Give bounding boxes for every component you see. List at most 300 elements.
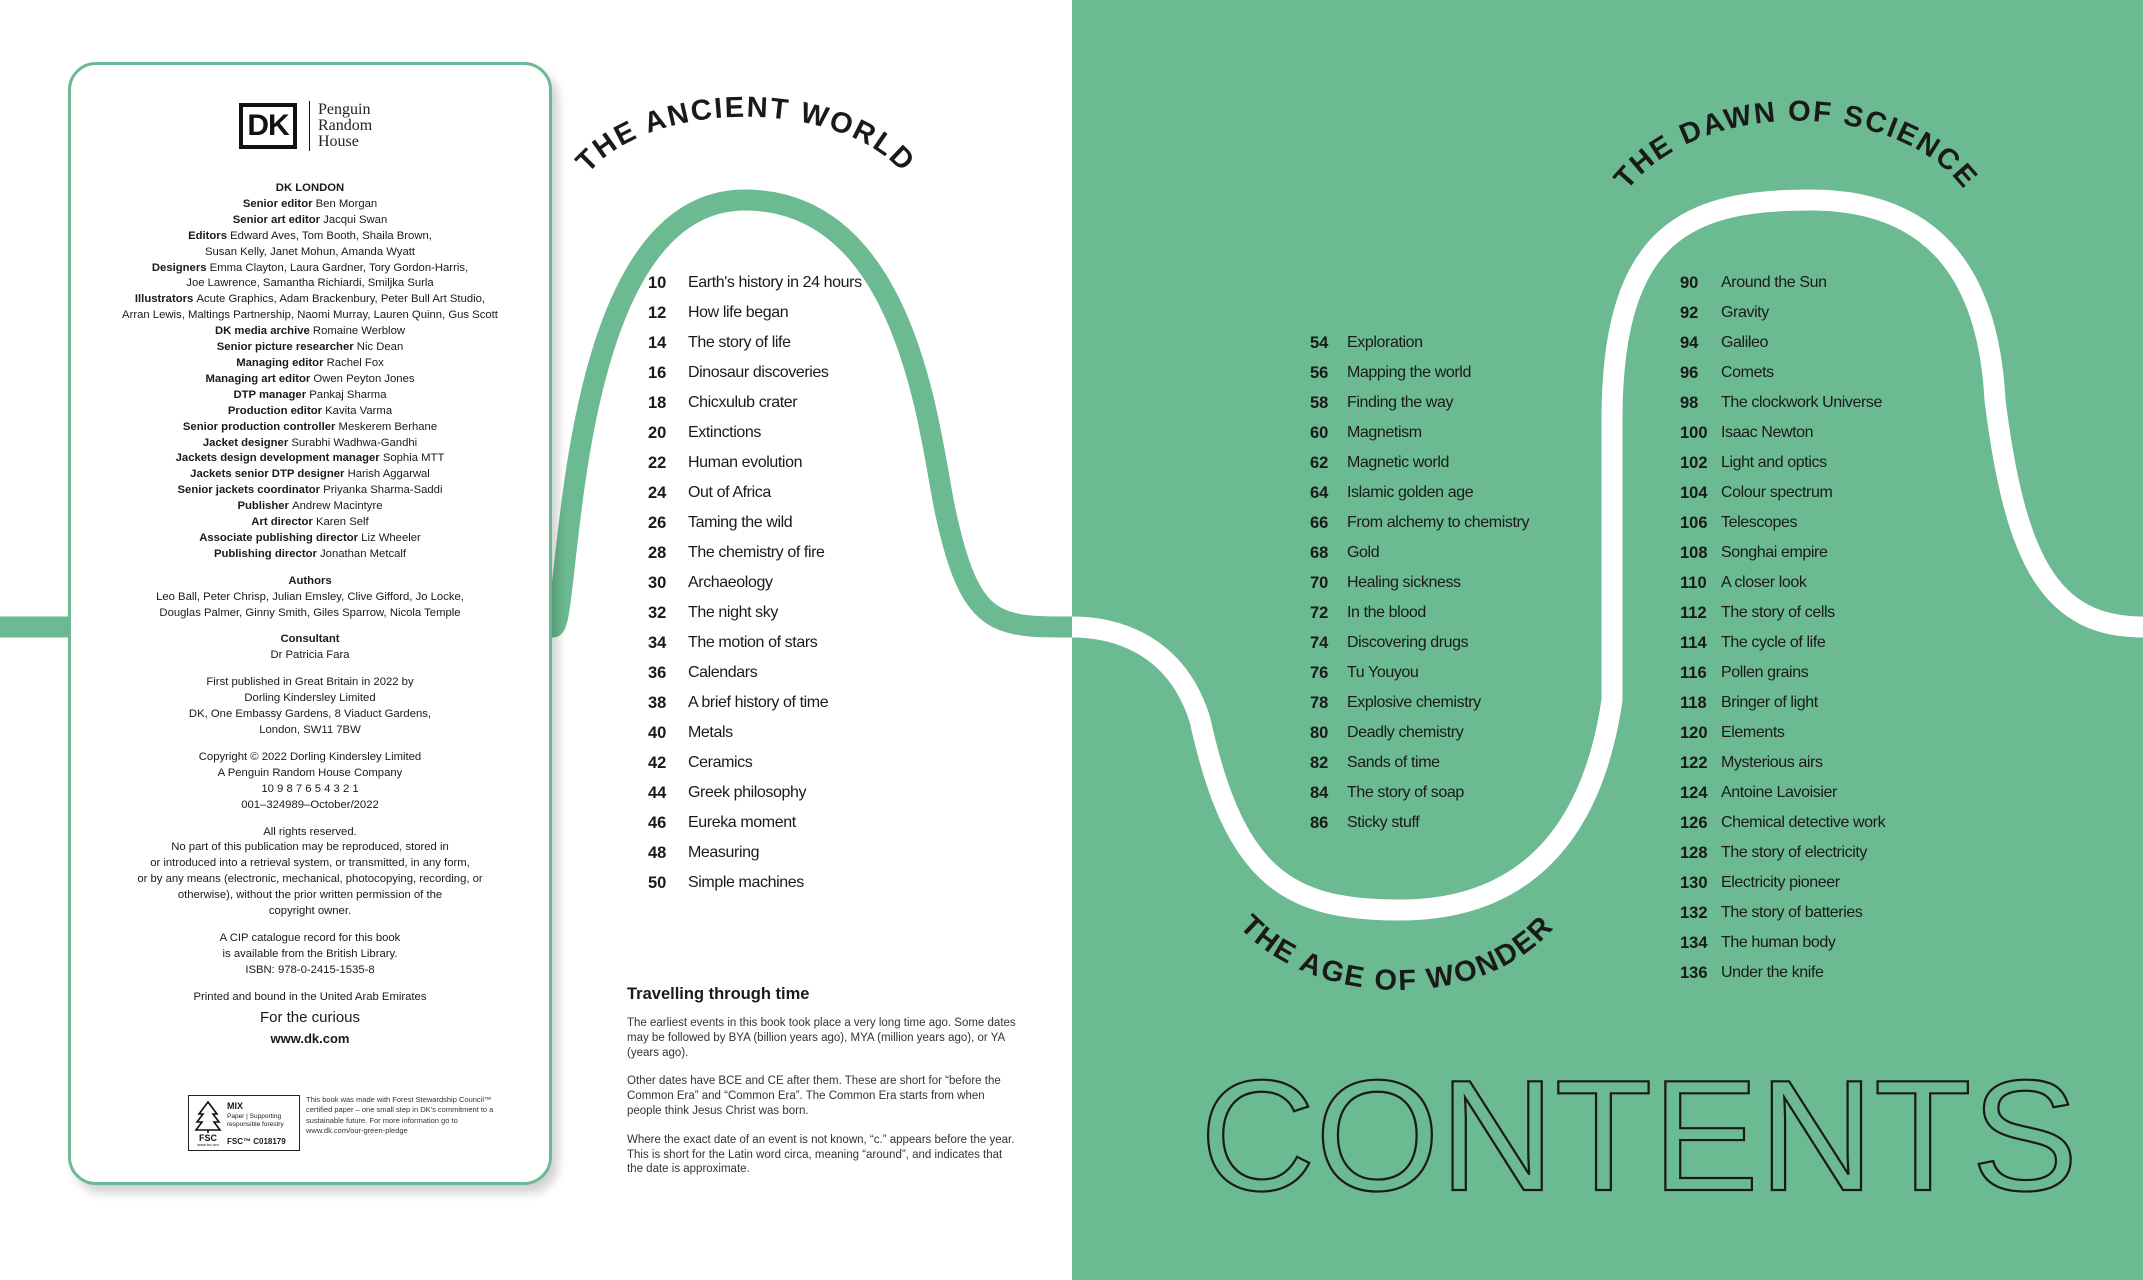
- toc-entry[interactable]: [1680, 868, 1885, 898]
- toc-ancient-world: [648, 268, 862, 898]
- toc-entry[interactable]: [1680, 838, 1885, 868]
- toc-title: The night sky: [688, 604, 778, 621]
- toc-entry[interactable]: [1680, 328, 1885, 358]
- toc-page-number: 102: [1680, 453, 1708, 472]
- credit-role: Art director: [251, 516, 313, 529]
- toc-page-number: 66: [1310, 513, 1329, 532]
- toc-title: Measuring: [688, 844, 760, 861]
- toc-entry[interactable]: [648, 778, 862, 808]
- toc-page-number: 18: [648, 393, 667, 412]
- consultant-heading: Consultant: [280, 633, 340, 646]
- toc-title: The cycle of life: [1721, 634, 1826, 651]
- toc-page-number: 112: [1680, 603, 1707, 622]
- credit-names: Romaine Werblow: [312, 325, 406, 338]
- toc-entry[interactable]: [1310, 508, 1529, 538]
- toc-page-number: 44: [648, 783, 667, 802]
- toc-entry[interactable]: [1680, 778, 1885, 808]
- toc-page-number: 72: [1310, 603, 1329, 622]
- toc-title: Islamic golden age: [1347, 484, 1474, 501]
- credit-names: Pankaj Sharma: [309, 388, 387, 401]
- contents-title: [1200, 1060, 2080, 1210]
- toc-page-number: 10: [648, 273, 667, 292]
- heading-ancient-world: THE ANCIENT WORLD: [570, 91, 922, 179]
- toc-title: Sands of time: [1347, 754, 1440, 771]
- travel-paragraph: The earliest events in this book took place a very long time ago. Some dates may be followed by BYA (billion years ago), MYA (million years ago), or YA (years ago).: [627, 1017, 1016, 1059]
- credit-names: Liz Wheeler: [361, 531, 421, 544]
- toc-entry[interactable]: [1310, 358, 1529, 388]
- toc-title: Gravity: [1721, 304, 1769, 321]
- dk-logo-box: DK: [239, 103, 297, 149]
- cip-line: is available from the British Library.: [222, 947, 398, 960]
- toc-entry[interactable]: [648, 508, 862, 538]
- toc-page-number: 42: [648, 753, 667, 772]
- credit-line: [71, 213, 549, 229]
- toc-page-number: 98: [1680, 393, 1699, 412]
- toc-title: The human body: [1721, 934, 1836, 951]
- contents-outline-text: CONTENTS: [1200, 1060, 2078, 1210]
- toc-title: Bringer of light: [1721, 694, 1818, 711]
- toc-entry[interactable]: [1310, 628, 1529, 658]
- credit-names: Karen Self: [315, 516, 369, 529]
- toc-page-number: 122: [1680, 753, 1708, 772]
- toc-page-number: 54: [1310, 333, 1329, 352]
- toc-page-number: 116: [1680, 663, 1707, 682]
- toc-entry[interactable]: [648, 328, 862, 358]
- toc-page-number: 104: [1680, 483, 1708, 502]
- toc-title: Gold: [1347, 544, 1380, 561]
- credit-role: Jackets senior DTP designer: [190, 468, 345, 481]
- toc-page-number: 20: [648, 423, 667, 442]
- rights-line: All rights reserved.: [263, 825, 357, 838]
- toc-page-number: 124: [1680, 783, 1708, 802]
- toc-entry[interactable]: [648, 568, 862, 598]
- authors-line: Douglas Palmer, Ginny Smith, Giles Sparrow, Nicola Temple: [159, 606, 461, 619]
- credit-names: Arran Lewis, Maltings Partnership, Naomi Murray, Lauren Quinn, Gus Scott: [122, 309, 498, 322]
- fsc-paper: Paper | Supporting responsible forestry: [227, 1113, 284, 1128]
- credit-line: [71, 420, 549, 436]
- toc-entry[interactable]: [648, 598, 862, 628]
- toc-entry[interactable]: [1310, 598, 1529, 628]
- credit-role: Associate publishing director: [199, 531, 359, 544]
- credit-names: Edward Aves, Tom Booth, Shaila Brown,: [230, 229, 432, 242]
- fsc-mix: MIX: [227, 1101, 244, 1111]
- toc-page-number: 30: [648, 573, 667, 592]
- toc-title: Songhai empire: [1721, 544, 1828, 561]
- toc-page-number: 40: [648, 723, 667, 742]
- toc-entry[interactable]: [1680, 808, 1885, 838]
- toc-page-number: 62: [1310, 453, 1329, 472]
- credit-line: [71, 324, 549, 340]
- toc-title: Elements: [1721, 724, 1785, 741]
- authors-heading: Authors: [288, 574, 332, 587]
- travel-title: Travelling through time: [627, 985, 810, 1003]
- toc-page-number: 38: [648, 693, 667, 712]
- toc-page-number: 94: [1680, 333, 1699, 352]
- toc-title: Magnetic world: [1347, 454, 1450, 471]
- printed-line: Printed and bound in the United Arab Emirates: [193, 990, 427, 1003]
- toc-page-number: 56: [1310, 363, 1329, 382]
- credits-card: [68, 62, 552, 1185]
- credit-line: [71, 436, 549, 452]
- toc-title: Human evolution: [688, 454, 803, 471]
- toc-entry[interactable]: [648, 388, 862, 418]
- fsc-tree-icon: [193, 1100, 223, 1146]
- logo-divider: [309, 101, 310, 151]
- toc-entry[interactable]: [1680, 718, 1885, 748]
- credit-role: Managing editor: [236, 356, 324, 369]
- credit-names: Jonathan Metcalf: [320, 547, 407, 560]
- toc-title: Dinosaur discoveries: [688, 364, 829, 381]
- credit-line: [71, 404, 549, 420]
- toc-title: Colour spectrum: [1721, 484, 1833, 501]
- toc-title: Telescopes: [1721, 514, 1798, 531]
- credit-names: Meskerem Berhane: [338, 420, 438, 433]
- toc-page-number: 114: [1680, 633, 1707, 652]
- toc-entry[interactable]: [1680, 658, 1885, 688]
- toc-title: Extinctions: [688, 424, 761, 441]
- toc-title: How life began: [688, 304, 789, 321]
- toc-title: Taming the wild: [688, 514, 793, 531]
- copyright-line: 10 9 8 7 6 5 4 3 2 1: [261, 782, 359, 795]
- toc-page-number: 134: [1680, 933, 1708, 952]
- toc-title: Explosive chemistry: [1347, 694, 1481, 711]
- credit-names: Kavita Varma: [325, 404, 393, 417]
- toc-entry[interactable]: [1310, 688, 1529, 718]
- toc-page-number: 100: [1680, 423, 1708, 442]
- credit-line: [71, 292, 549, 308]
- credit-line: [71, 547, 549, 563]
- fsc-label: [188, 1095, 300, 1151]
- toc-title: Metals: [688, 724, 733, 741]
- credit-line: [71, 356, 549, 372]
- toc-entry[interactable]: [1310, 718, 1529, 748]
- toc-page-number: 22: [648, 453, 667, 472]
- toc-page-number: 128: [1680, 843, 1708, 862]
- toc-title: Tu Youyou: [1347, 664, 1419, 681]
- toc-entry[interactable]: [648, 658, 862, 688]
- toc-entry[interactable]: [1310, 778, 1529, 808]
- toc-entry[interactable]: [1680, 748, 1885, 778]
- svg-text:www.fsc.org: www.fsc.org: [197, 1142, 219, 1146]
- toc-page-number: 96: [1680, 363, 1699, 382]
- toc-title: Sticky stuff: [1347, 814, 1420, 831]
- toc-page-number: 32: [648, 603, 667, 622]
- credit-role: Designers: [151, 261, 207, 274]
- toc-page-number: 80: [1310, 723, 1329, 742]
- toc-entry[interactable]: [1680, 508, 1885, 538]
- toc-entry[interactable]: [648, 418, 862, 448]
- dk-website-link[interactable]: www.dk.com: [270, 1031, 350, 1046]
- credit-role: Publishing director: [213, 547, 317, 560]
- rights-line: or by any means (electronic, mechanical, photocopying, recording, or: [137, 873, 483, 886]
- toc-title: A brief history of time: [688, 694, 829, 711]
- credit-line: [71, 451, 549, 467]
- toc-title: Finding the way: [1347, 394, 1454, 411]
- toc-entry[interactable]: [1680, 418, 1885, 448]
- authors-line: Leo Ball, Peter Chrisp, Julian Emsley, Clive Gifford, Jo Locke,: [156, 590, 464, 603]
- fsc-note: This book was made with Forest Stewardship Council™ certified paper – one small step in DK's commitment to a sustainable future. For more information go to www.dk.com/our-green-pledge: [306, 1095, 494, 1135]
- toc-title: Pollen grains: [1721, 664, 1809, 681]
- credit-names: Acute Graphics, Adam Brackenbury, Peter Bull Art Studio,: [196, 293, 486, 306]
- consultant-name: Dr Patricia Fara: [270, 649, 350, 662]
- toc-entry[interactable]: [1680, 358, 1885, 388]
- toc-title: Healing sickness: [1347, 574, 1461, 591]
- dk-penguin-logo: [239, 101, 372, 151]
- credit-line: [71, 388, 549, 404]
- toc-entry[interactable]: [1310, 328, 1529, 358]
- toc-entry[interactable]: [648, 838, 862, 868]
- toc-entry[interactable]: [648, 478, 862, 508]
- toc-title: Greek philosophy: [688, 784, 807, 801]
- toc-title: Earth's history in 24 hours: [688, 274, 862, 291]
- toc-title: Calendars: [688, 664, 758, 681]
- credit-line: [71, 261, 549, 277]
- credit-role: DK media archive: [214, 325, 310, 338]
- toc-page-number: 130: [1680, 873, 1708, 892]
- credit-names: Susan Kelly, Janet Mohun, Amanda Wyatt: [204, 245, 416, 258]
- credit-role: DK LONDON: [275, 182, 345, 194]
- credit-role: Senior jackets coordinator: [177, 484, 321, 497]
- toc-page-number: 34: [648, 633, 667, 652]
- toc-page-number: 28: [648, 543, 667, 562]
- toc-title: Around the Sun: [1721, 274, 1827, 291]
- credit-names: Andrew Macintyre: [292, 500, 383, 513]
- toc-page-number: 110: [1680, 573, 1707, 592]
- publication-line: London, SW11 7BW: [259, 724, 361, 736]
- cip-line: A CIP catalogue record for this book: [219, 931, 401, 944]
- toc-title: Magnetism: [1347, 424, 1422, 441]
- copyright-line: 001–324989–October/2022: [241, 798, 379, 811]
- credit-names: Priyanka Sharma-Saddi: [323, 484, 443, 497]
- travelling-through-time: [627, 985, 1017, 1191]
- credit-lines: [71, 181, 549, 563]
- toc-entry[interactable]: [648, 868, 862, 898]
- toc-page-number: 136: [1680, 963, 1708, 982]
- toc-entry[interactable]: [1310, 808, 1529, 838]
- toc-entry[interactable]: [1310, 448, 1529, 478]
- heading-dawn-of-science: THE DAWN OF SCIENCE: [1608, 95, 1985, 196]
- publication-line: DK, One Embassy Gardens, 8 Viaduct Gardens,: [188, 708, 432, 721]
- toc-page-number: 70: [1310, 573, 1329, 592]
- toc-title: Light and optics: [1721, 454, 1827, 471]
- toc-title: The story of batteries: [1721, 904, 1863, 921]
- credit-names: Rachel Fox: [326, 356, 384, 369]
- toc-page-number: 132: [1680, 903, 1708, 922]
- toc-entry[interactable]: [1680, 538, 1885, 568]
- toc-page-number: 14: [648, 333, 667, 352]
- credit-names: Owen Peyton Jones: [313, 372, 415, 385]
- toc-entry[interactable]: [648, 748, 862, 778]
- toc-entry[interactable]: [1680, 688, 1885, 718]
- credit-names: Nic Dean: [356, 341, 404, 354]
- credit-role: Publisher: [237, 500, 289, 513]
- toc-title: Chicxulub crater: [688, 394, 798, 411]
- rights-line: copyright owner.: [268, 905, 352, 918]
- toc-title: Mapping the world: [1347, 364, 1471, 381]
- toc-entry[interactable]: [1680, 448, 1885, 478]
- toc-title: Isaac Newton: [1721, 424, 1814, 441]
- credit-line: [71, 483, 549, 499]
- travel-paragraph: Other dates have BCE and CE after them. These are short for “before the Common Era” and “Common Era”. The Common Era starts from when people think Jesus Christ was born.: [627, 1075, 1001, 1117]
- toc-page-number: 12: [648, 303, 667, 322]
- credit-role: Editors: [188, 229, 227, 242]
- credit-role: Illustrators: [134, 293, 194, 306]
- toc-page-number: 82: [1310, 753, 1329, 772]
- credit-line: [71, 229, 549, 245]
- credit-role: Senior production controller: [182, 420, 336, 433]
- toc-entry[interactable]: [1310, 538, 1529, 568]
- rights-line: No part of this publication may be reproduced, stored in: [171, 841, 449, 854]
- credit-line: [71, 499, 549, 515]
- toc-title: The story of cells: [1721, 604, 1835, 621]
- toc-entry[interactable]: [1310, 388, 1529, 418]
- credit-role: Managing art editor: [205, 372, 311, 385]
- credit-role: Production editor: [227, 404, 322, 417]
- fsc-code: FSC™ C018179: [227, 1137, 286, 1146]
- credit-names: Jacqui Swan: [323, 213, 388, 226]
- toc-entry[interactable]: [648, 268, 862, 298]
- credit-role: DTP manager: [233, 388, 307, 401]
- toc-title: Chemical detective work: [1721, 814, 1886, 831]
- rights-line: otherwise), without the prior written permission of the: [177, 889, 443, 902]
- toc-entry[interactable]: [1680, 478, 1885, 508]
- for-the-curious: For the curious: [259, 1009, 361, 1026]
- toc-title: Ceramics: [688, 754, 753, 771]
- toc-page-number: 106: [1680, 513, 1708, 532]
- toc-title: Deadly chemistry: [1347, 724, 1464, 741]
- credit-line: [71, 340, 549, 356]
- toc-title: Simple machines: [688, 874, 804, 891]
- toc-entry[interactable]: [648, 808, 862, 838]
- toc-page-number: 118: [1680, 693, 1707, 712]
- penguin-random-house-wordmark: Penguin Random House: [318, 101, 373, 150]
- toc-title: Archaeology: [688, 574, 773, 591]
- toc-entry[interactable]: [1680, 268, 1885, 298]
- toc-page-number: 84: [1310, 783, 1329, 802]
- toc-title: The story of electricity: [1721, 844, 1868, 861]
- toc-title: Discovering drugs: [1347, 634, 1469, 651]
- credit-line: [71, 372, 549, 388]
- toc-title: The clockwork Universe: [1721, 394, 1883, 411]
- toc-title: From alchemy to chemistry: [1347, 514, 1530, 531]
- toc-page-number: 16: [648, 363, 667, 382]
- toc-entry[interactable]: [648, 628, 862, 658]
- credit-names: Joe Lawrence, Samantha Richiardi, Smiljka Surla: [186, 277, 434, 290]
- toc-title: Comets: [1721, 364, 1774, 381]
- cip-line: ISBN: 978-0-2415-1535-8: [245, 963, 375, 976]
- toc-page-number: 74: [1310, 633, 1329, 652]
- toc-page-number: 46: [648, 813, 667, 832]
- toc-page-number: 126: [1680, 813, 1708, 832]
- toc-entry[interactable]: [648, 718, 862, 748]
- credit-line: [71, 197, 549, 213]
- rights-line: or introduced into a retrieval system, or transmitted, in any form,: [150, 857, 470, 870]
- publication-line: Dorling Kindersley Limited: [244, 692, 376, 705]
- credit-names: Harish Aggarwal: [347, 468, 430, 481]
- toc-page-number: 24: [648, 483, 667, 502]
- toc-entry[interactable]: [1310, 478, 1529, 508]
- credit-role: Senior editor: [242, 197, 313, 210]
- toc-entry[interactable]: [648, 538, 862, 568]
- toc-entry[interactable]: [1680, 388, 1885, 418]
- toc-title: Out of Africa: [688, 484, 771, 501]
- credit-line: [71, 245, 549, 261]
- toc-entry[interactable]: [1680, 298, 1885, 328]
- copyright-line: A Penguin Random House Company: [217, 766, 403, 779]
- toc-entry[interactable]: [1680, 928, 1885, 958]
- copyright-line: Copyright © 2022 Dorling Kindersley Limited: [198, 750, 422, 763]
- toc-entry[interactable]: [1680, 958, 1885, 988]
- toc-entry[interactable]: [1680, 628, 1885, 658]
- toc-age-of-wonder: [1310, 328, 1529, 838]
- toc-page-number: 50: [648, 873, 667, 892]
- toc-entry[interactable]: [1310, 748, 1529, 778]
- credit-line: [71, 531, 549, 547]
- toc-entry[interactable]: [1310, 418, 1529, 448]
- toc-title: The chemistry of fire: [688, 544, 825, 561]
- credit-role: Senior art editor: [232, 213, 321, 226]
- toc-entry[interactable]: [1680, 598, 1885, 628]
- toc-title: Exploration: [1347, 334, 1423, 351]
- credit-line: [71, 515, 549, 531]
- credit-role: Senior picture researcher: [216, 341, 354, 354]
- toc-page-number: 60: [1310, 423, 1329, 442]
- toc-page-number: 92: [1680, 303, 1699, 322]
- credit-line: [71, 181, 549, 197]
- credit-line: [71, 308, 549, 324]
- publication-line: First published in Great Britain in 2022 by: [206, 676, 414, 689]
- credit-names: Emma Clayton, Laura Gardner, Tory Gordon-Harris,: [209, 261, 469, 274]
- toc-page-number: 36: [648, 663, 667, 682]
- credit-line: [71, 467, 549, 483]
- toc-page-number: 120: [1680, 723, 1708, 742]
- toc-page-number: 68: [1310, 543, 1329, 562]
- toc-page-number: 86: [1310, 813, 1329, 832]
- toc-title: In the blood: [1347, 604, 1426, 621]
- toc-page-number: 78: [1310, 693, 1329, 712]
- toc-entry[interactable]: [648, 448, 862, 478]
- toc-title: The motion of stars: [688, 634, 818, 651]
- travel-paragraph: Where the exact date of an event is not known, “c.” appears before the year. This is short for the Latin word circa, meaning “around”, and indicates that the date is approximate.: [627, 1133, 1015, 1176]
- credit-line: [71, 276, 549, 292]
- toc-title: Mysterious airs: [1721, 754, 1823, 771]
- toc-entry[interactable]: [1680, 898, 1885, 928]
- toc-entry[interactable]: [1680, 568, 1885, 598]
- toc-page-number: 64: [1310, 483, 1329, 502]
- credit-names: Surabhi Wadhwa-Gandhi: [291, 436, 418, 449]
- toc-title: Eureka moment: [688, 814, 796, 831]
- toc-title: Antoine Lavoisier: [1721, 784, 1837, 801]
- toc-title: A closer look: [1721, 574, 1807, 591]
- toc-entry[interactable]: [1310, 658, 1529, 688]
- toc-page-number: 108: [1680, 543, 1708, 562]
- toc-page-number: 58: [1310, 393, 1329, 412]
- toc-title: Galileo: [1721, 334, 1769, 351]
- heading-age-of-wonder: THE AGE OF WONDER: [1233, 908, 1561, 998]
- toc-dawn-of-science: [1680, 268, 1885, 988]
- toc-entry[interactable]: [1310, 568, 1529, 598]
- toc-entry[interactable]: [648, 298, 862, 328]
- toc-entry[interactable]: [648, 688, 862, 718]
- toc-page-number: 26: [648, 513, 667, 532]
- toc-page-number: 48: [648, 843, 667, 862]
- toc-title: The story of life: [688, 334, 791, 351]
- credit-role: Jackets design development manager: [175, 452, 380, 465]
- toc-title: Under the knife: [1721, 964, 1824, 981]
- toc-entry[interactable]: [648, 358, 862, 388]
- credit-names: Ben Morgan: [315, 197, 378, 210]
- toc-page-number: 90: [1680, 273, 1699, 292]
